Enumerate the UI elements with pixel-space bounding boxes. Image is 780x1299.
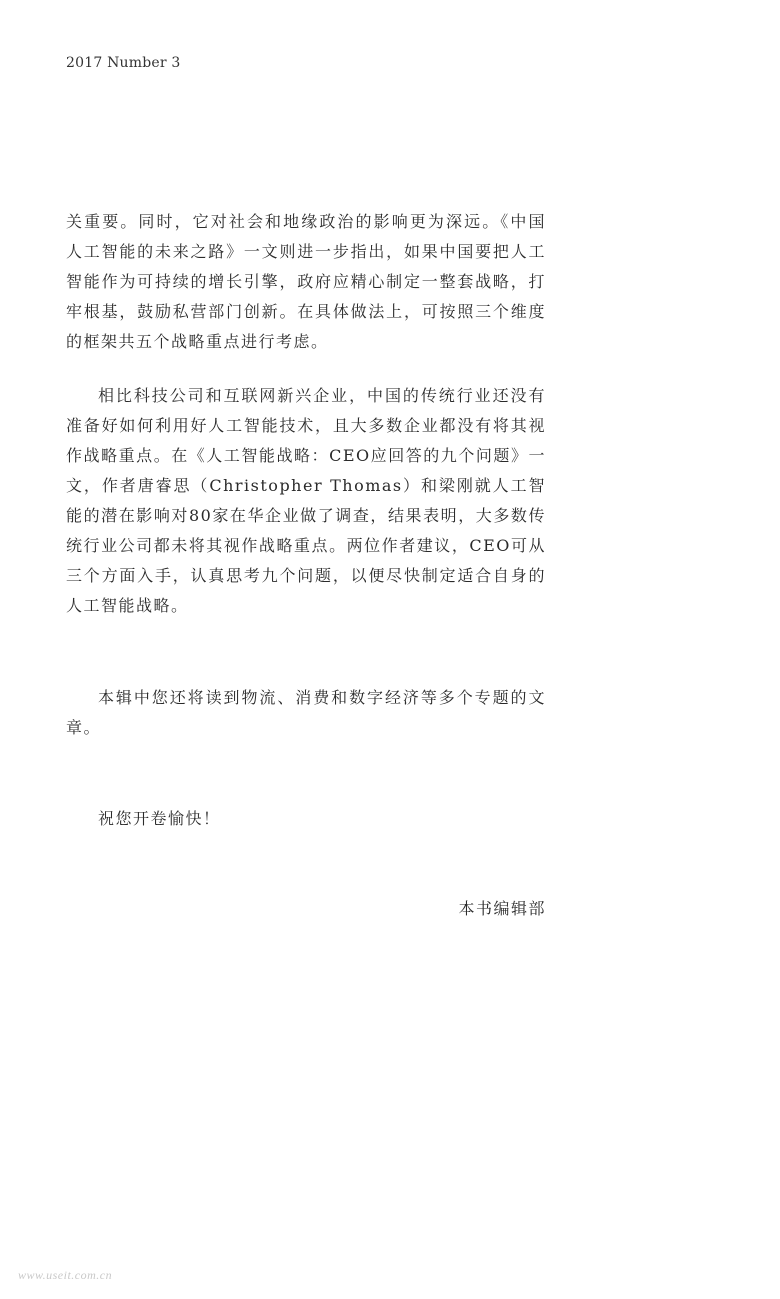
issue-header: 2017 Number 3	[66, 55, 181, 71]
paragraph-other-topics: 本辑中您还将读到物流、消费和数字经济等多个专题的文章。	[66, 688, 546, 737]
paragraph-traditional-industries: 相比科技公司和互联网新兴企业，中国的传统行业还没有准备好如何利用好人工智能技术，且大多数企业都没有将其视作战略重点。在《人工智能战略：CEO应回答的九个问题》一文，作者唐睿思（Christopher Thomas）和梁刚就人工智能的潜在影响对80家在华企业做了调查，结果表明，大多数传统行业公司都未将其视作战略重点。两位作者建议，CEO可从三个方面入手，认真思考九个问题，以便尽快制定适合自身的人工智能战略。	[66, 386, 546, 615]
paragraph-closing-wish: 祝您开卷愉快！	[98, 809, 221, 828]
watermark: www.useit.com.cn	[18, 1268, 113, 1282]
paragraph-continuation: 关重要。同时，它对社会和地缘政治的影响更为深远。《中国人工智能的未来之路》一文则进一步指出，如果中国要把人工智能作为可持续的增长引擎，政府应精心制定一整套战略，打牢根基，鼓励私营部门创新。在具体做法上，可按照三个维度的框架共五个战略重点进行考虑。	[66, 212, 546, 351]
editorial-signature: 本书编辑部	[458, 899, 546, 918]
